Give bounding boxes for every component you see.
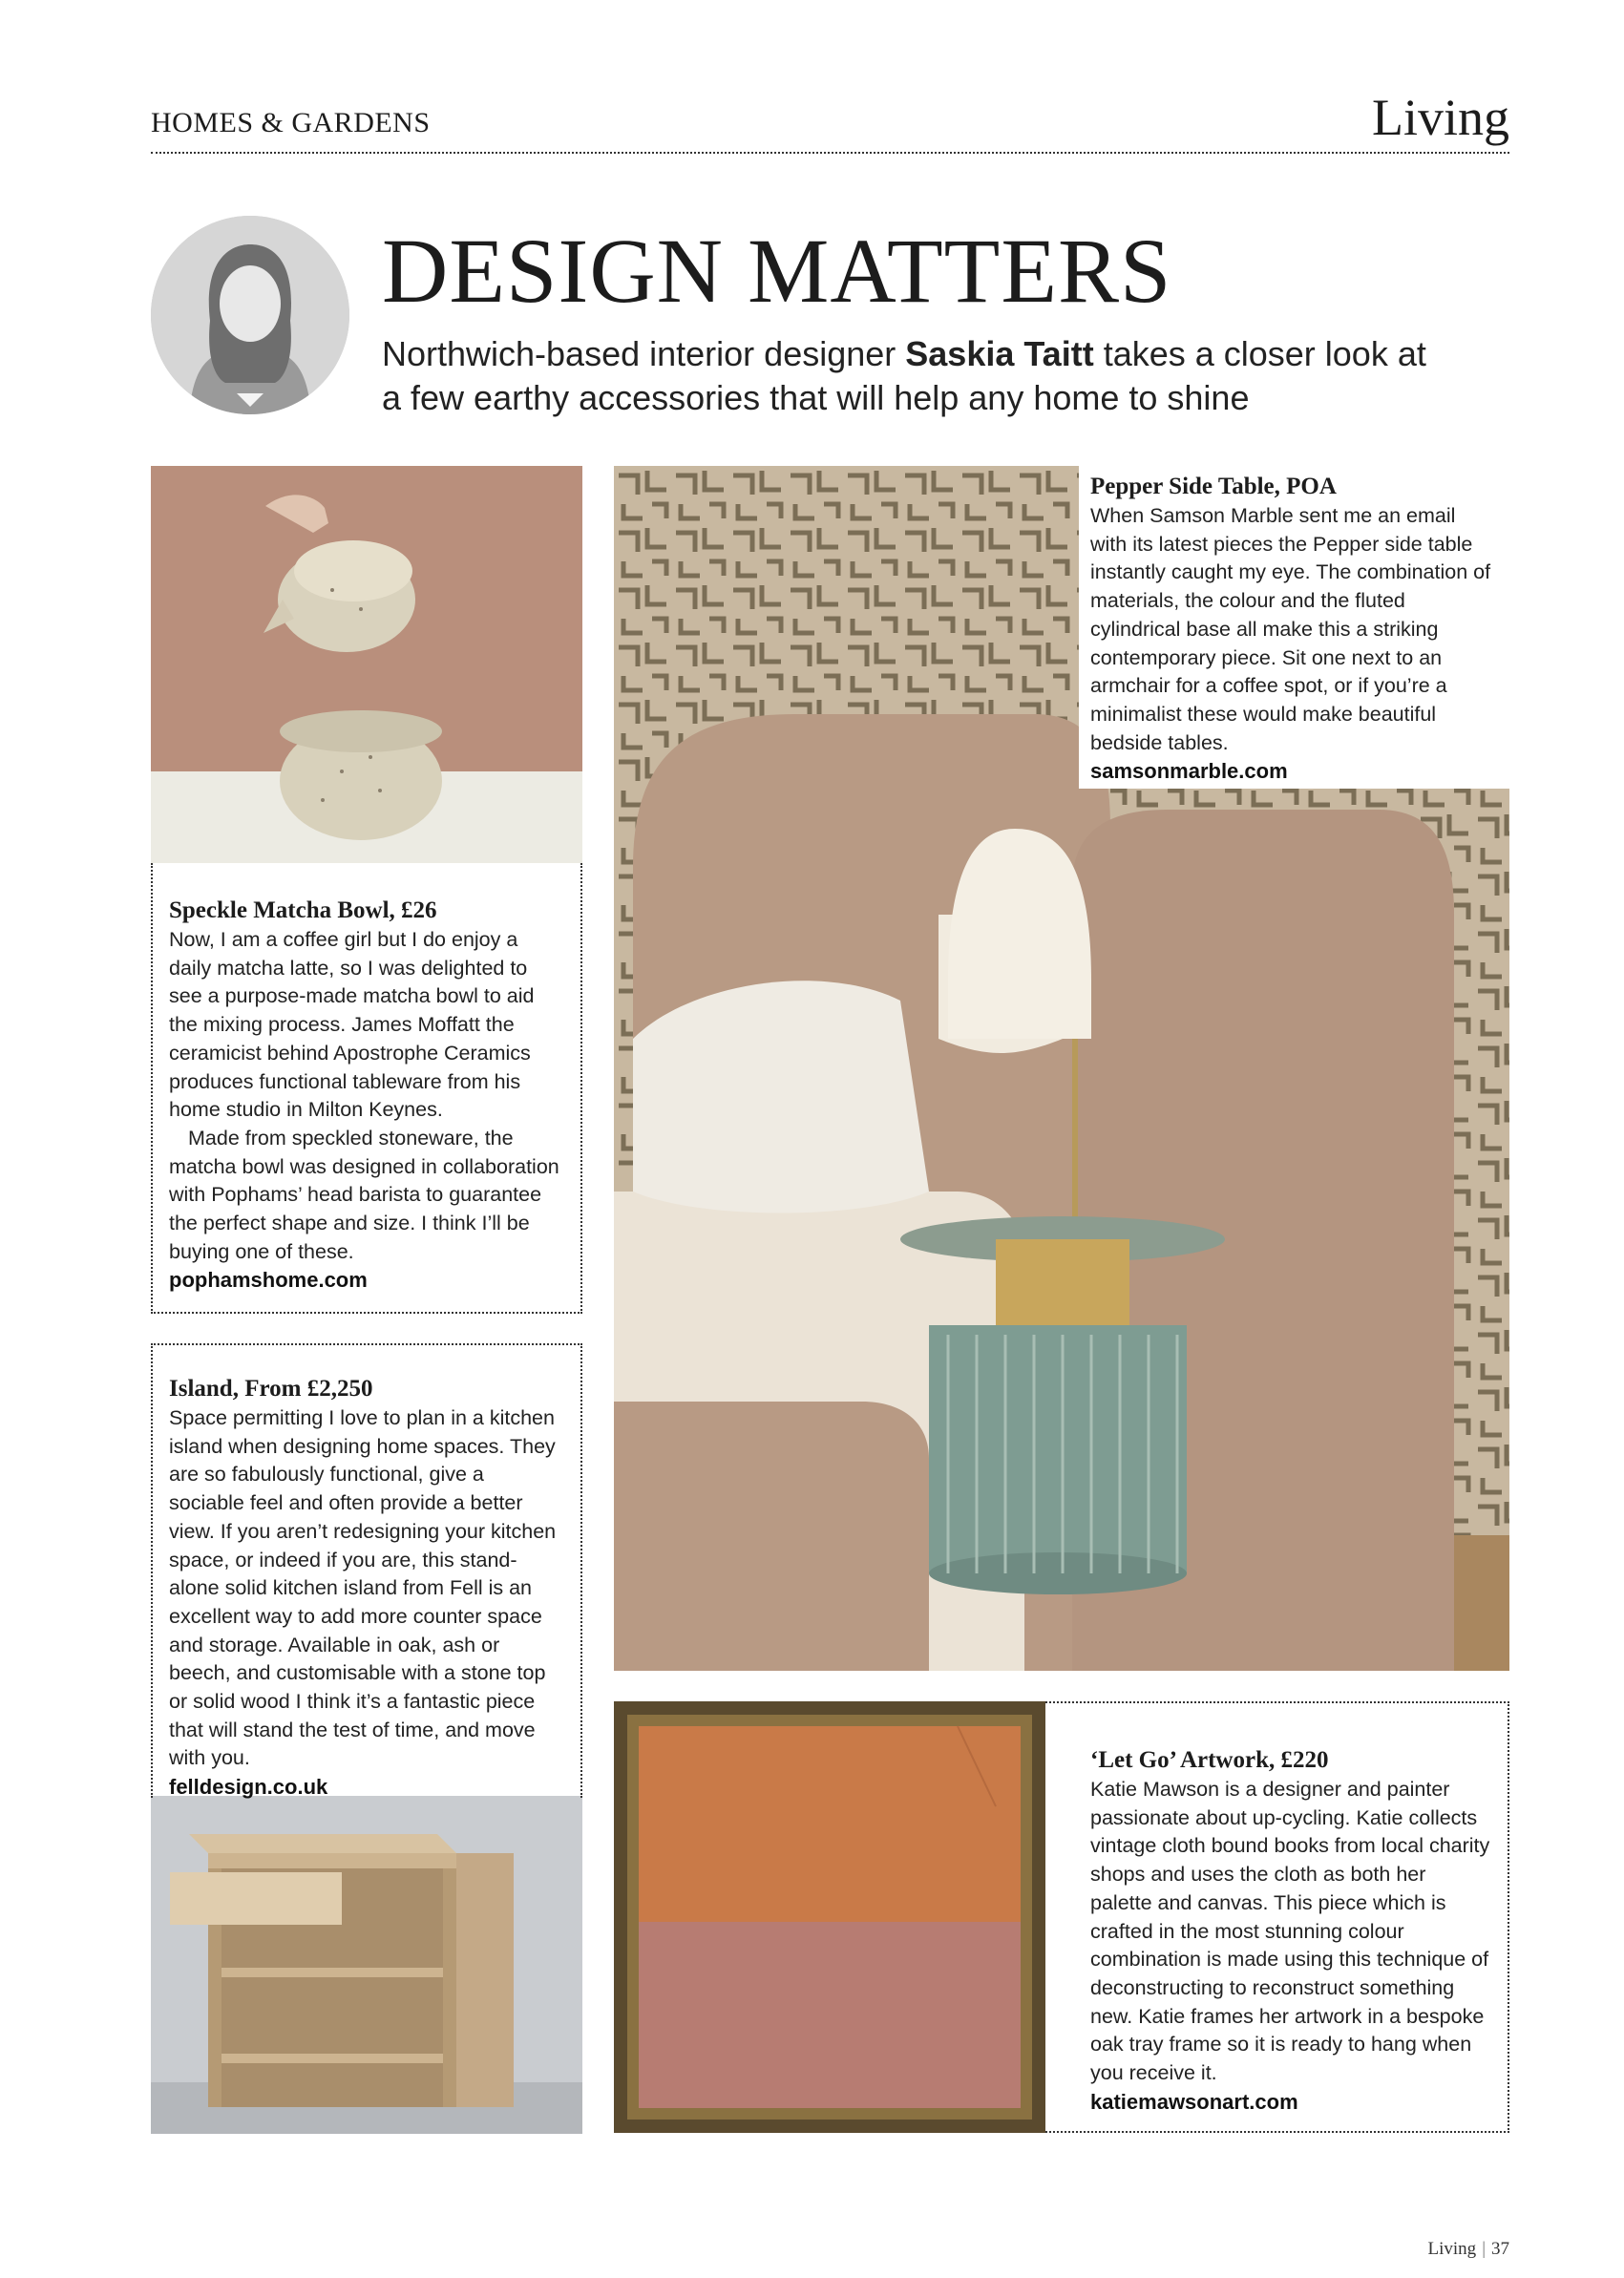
footer-separator: | [1482,2239,1486,2259]
page-title: DESIGN MATTERS [382,220,1172,322]
matcha-paragraph-1: Now, I am a coffee girl but I do enjoy a daily matcha latte, so I was delighted to see a purpose-made matcha bowl to aid the mixing process. James Moffatt the ceramicist behind Apostrophe Ceramics produces functional tableware from his home studio in Milton Keynes. [169,928,535,1122]
page-footer [1428,2239,1509,2260]
side-table-link[interactable]: samsonmarble.com [1090,759,1288,784]
artwork-heading: ‘Let Go’ Artwork, £220 [1090,1747,1329,1773]
island-heading: Island, From £2,250 [169,1376,373,1402]
header-rule [151,152,1509,154]
artwork-feature [1045,1701,1509,2133]
masthead: HOMES & GARDENS [151,107,431,138]
side-table-paragraph: When Samson Marble sent me an email with its latest pieces the Pepper side table instantly caught my eye. The combination of materials, the colour and the fluted cylindrical base all make this a striking contemporary piece. Sit one next to an armchair for a coffee spot, or if you’re a minimalist these would make beautiful bedside tables. [1090,504,1491,754]
side-table-heading: Pepper Side Table, POA [1090,474,1337,499]
kitchen-island-photo [151,1796,582,2134]
matcha-bowl-photo [151,466,582,863]
footer-section: Living [1427,2239,1477,2259]
matcha-bowl-feature [151,863,582,1314]
designer-name: Saskia Taitt [905,334,1094,373]
island-link[interactable]: felldesign.co.uk [169,1775,328,1800]
island-feature [151,1343,582,1798]
island-paragraph: Space permitting I love to plan in a kitchen island when designing home spaces. They are so fabulously functional, give a sociable feel and often provide a better view. If you aren’t redesigning your kitchen space, or indeed if you are, this stand-alone solid kitchen island from Fell is an excellent way to add more counter space and storage. Available in oak, ash or beech, and customisable with a stone top or solid wood I think it’s a fantastic piece that will stand the test of time, and move with you. [169,1406,557,1770]
artwork-paragraph: Katie Mawson is a designer and painter passionate about up-cycling. Katie collects vintage cloth bound books from local charity shops and uses the cloth as both her palette and canvas. This piece which is crafted in the most stunning colour combination is made using this technique of deconstructing to reconstruct something new. Katie frames her artwork in a bespoke oak tray frame so it is ready to hang when you receive it. [1090,1778,1490,2085]
matcha-paragraph-2: Made from speckled stoneware, the matcha bowl was designed in collaboration with Pophams’ head barista to guarantee the perfect shape and size. I think I’ll be buying one of these. [169,1126,559,1263]
page-number: 37 [1491,2239,1509,2259]
section-title: Living [1372,89,1509,146]
matcha-heading: Speckle Matcha Bowl, £26 [169,897,437,923]
standfirst [382,332,1432,420]
let-go-artwork-photo [614,1701,1045,2133]
standfirst-lead: Northwich-based interior designer [382,334,906,373]
standfirst-tail: takes a closer look at a few earthy accessories that will help any home to shine [382,334,1426,417]
artwork-link[interactable]: katiemawsonart.com [1090,2089,1298,2114]
side-table-feature [1079,466,1509,789]
author-avatar [151,216,349,414]
matcha-link[interactable]: pophamshome.com [169,1268,368,1293]
